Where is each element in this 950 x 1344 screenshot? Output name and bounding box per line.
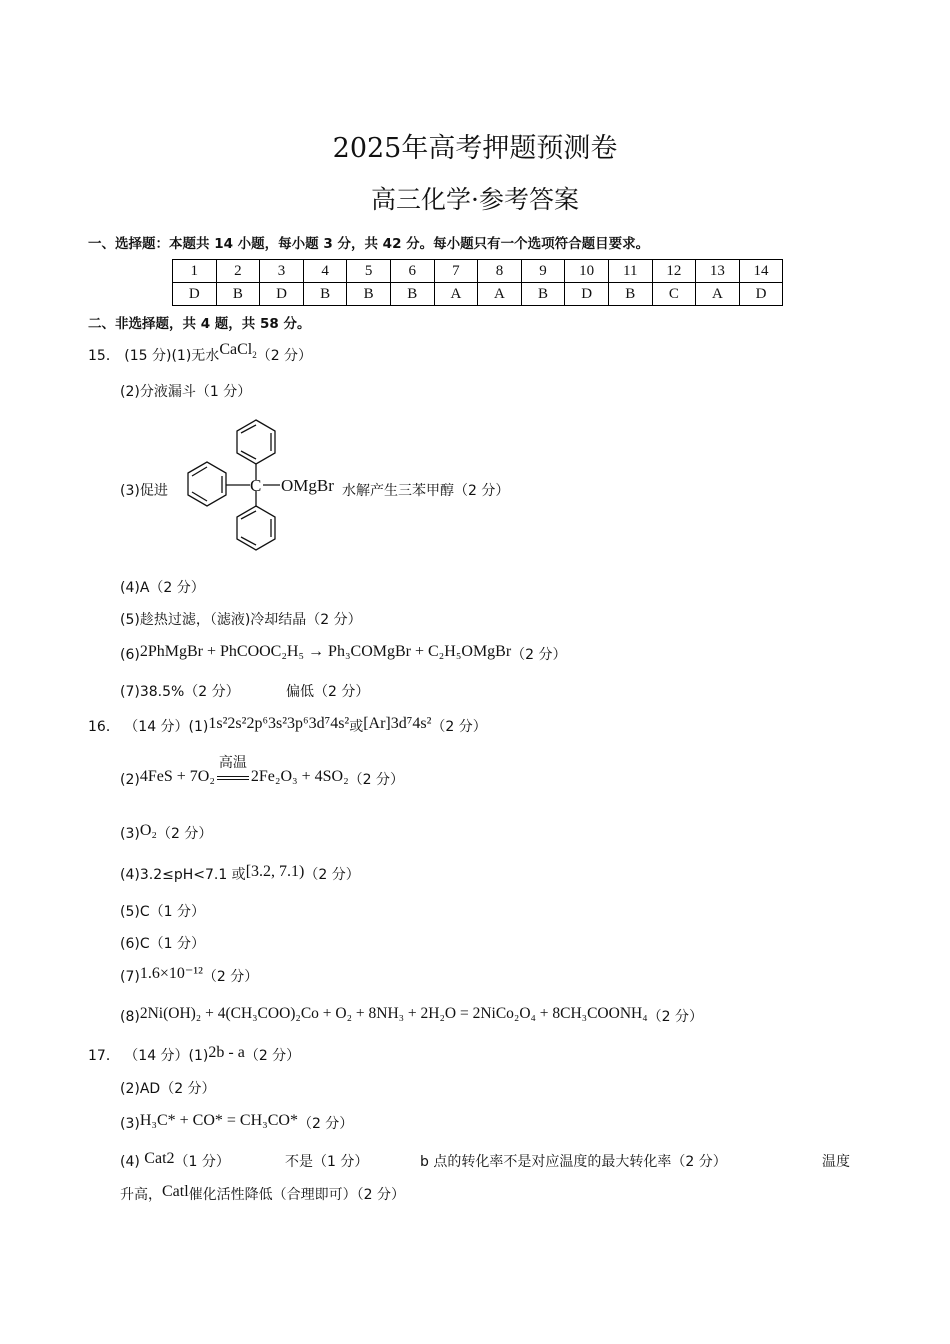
q17-answer-4-line2 <box>120 1184 405 1204</box>
q17-part1-prefix: （14 分）(1) <box>124 1048 209 1064</box>
central-carbon-label: C <box>250 476 262 495</box>
cacl2-subscript: 2 <box>252 350 257 361</box>
q15-answer-5: (5)趁热过滤，（滤液)冷却结晶（2 分） <box>120 612 362 628</box>
ring-bond <box>192 467 207 476</box>
q16-answer-8 <box>120 1006 703 1026</box>
answer-cell: D <box>739 283 783 306</box>
q15-answer-1 <box>88 341 313 365</box>
ksp-value: 1.6×10⁻¹² <box>139 965 203 982</box>
q16-part3-prefix: (3) <box>120 826 140 842</box>
question-number: 14 <box>739 260 783 283</box>
q16-number: 16． <box>88 719 120 735</box>
answer-cell: C <box>652 283 696 306</box>
q17-answer-4-not: 不是（1 分） <box>285 1154 369 1170</box>
q16-part8-prefix: (8) <box>120 1009 140 1025</box>
question-number: 2 <box>216 260 260 283</box>
q16-answer-4 <box>120 864 360 884</box>
q17-part4-prefix: (4) <box>120 1154 140 1170</box>
document-title: 2025年高考押题预测卷 <box>332 133 618 164</box>
q17-part4-line2-prefix: 升高， <box>120 1187 162 1203</box>
q16-part1-prefix: （14 分）(1) <box>124 719 209 735</box>
answer-cell: B <box>521 283 565 306</box>
answer-cell: D <box>565 283 609 306</box>
document-subtitle: 高三化学·参考答案 <box>371 185 579 214</box>
answer-table-numbers-row <box>173 260 783 283</box>
q16-answer-2 <box>120 755 405 789</box>
q17-part3-prefix: (3) <box>120 1116 140 1132</box>
q15-part6-prefix: (6) <box>120 647 140 663</box>
question-number: 9 <box>521 260 565 283</box>
condition-label: 高温 <box>218 755 247 771</box>
ring-bond <box>241 451 256 459</box>
catalyst-2-label: Cat2 <box>144 1150 175 1167</box>
q15-answer-2: (2)分液漏斗（1 分） <box>120 384 252 400</box>
q17-part4-line2-suffix: 催化活性降低（合理即可）（2 分） <box>188 1187 406 1203</box>
q17-answer-4-reason: b 点的转化率不是对应温度的最大转化率（2 分） <box>420 1154 727 1170</box>
question-number: 11 <box>608 260 652 283</box>
answer-cell: B <box>347 283 391 306</box>
q16-part2-prefix: (2) <box>120 772 140 788</box>
q15-answer-3-suffix: 水解产生三苯甲醇（2 分） <box>342 483 510 499</box>
or-label: 或 <box>349 719 364 735</box>
section-2-heading: 二、非选择题，共 4 题，共 58 分。 <box>88 316 311 332</box>
question-number: 7 <box>434 260 478 283</box>
q16-part7-prefix: (7) <box>120 969 140 985</box>
equals-line-top <box>217 776 249 777</box>
answer-cell: B <box>303 283 347 306</box>
q15-answer-7b: 偏低（2 分） <box>286 684 370 700</box>
question-number: 5 <box>347 260 391 283</box>
q16-part7-score: （2 分） <box>202 969 259 985</box>
q17-answer-3 <box>120 1113 353 1133</box>
answer-cell: A <box>696 283 740 306</box>
q16-part4-score: （2 分） <box>304 867 360 883</box>
q15-part1-score: （2 分） <box>256 348 313 364</box>
q17-answer-1 <box>88 1045 300 1065</box>
answer-cell: D <box>173 283 217 306</box>
oxygen-formula: O₂ <box>139 822 157 839</box>
omgbr-group-label: OMgBr <box>281 476 334 495</box>
cacl2-formula <box>219 341 257 361</box>
q16-answer-1 <box>88 716 487 736</box>
q17-part1-score: （2 分） <box>244 1048 301 1064</box>
nico2o4-synthesis-equation: 2Ni(OH)₂ + 4(CH₃COO)₂Co + O₂ + 8NH₃ + 2H₂O = 2NiCo₂O₄ + 8CH₃COONH₄ <box>139 1005 648 1022</box>
question-number: 1 <box>173 260 217 283</box>
answer-cell: B <box>608 283 652 306</box>
q17-answer-4-tail: 温度 <box>822 1154 850 1170</box>
q15-answer-3-prefix: (3)促进 <box>120 483 168 499</box>
q16-answer-5: (5)C（1 分） <box>120 904 205 920</box>
question-number: 6 <box>390 260 434 283</box>
top-phenyl-ring <box>237 420 275 464</box>
high-temperature-arrow <box>215 755 251 786</box>
question-number: 4 <box>303 260 347 283</box>
ph-interval: [3.2, 7.1) <box>245 863 305 880</box>
adsorption-equation: H₃C* + CO* = CH₃CO* <box>139 1112 298 1129</box>
answer-cell: A <box>434 283 478 306</box>
q17-part4-score-a: （1 分） <box>174 1154 230 1170</box>
q17-answer-2: (2)AD（2 分） <box>120 1081 216 1097</box>
ring-bond <box>241 537 256 545</box>
answer-cell: B <box>216 283 260 306</box>
q16-part8-score: （2 分） <box>647 1009 703 1025</box>
q16-answer-6: (6)C（1 分） <box>120 936 205 952</box>
ring-bond <box>241 425 256 433</box>
catalyst-1-label: Catl <box>162 1183 189 1200</box>
q16-answer-7 <box>120 966 258 986</box>
answer-cell: B <box>390 283 434 306</box>
question-number: 3 <box>260 260 304 283</box>
grignard-equation: 2PhMgBr + PhCOOC₂H₅ → Ph₃COMgBr + C₂H₅OMgBr <box>139 643 512 660</box>
q15-answer-6 <box>120 644 567 664</box>
roasting-equation-left: 4FeS + 7O₂ <box>139 768 215 785</box>
cacl2-main: CaCl <box>219 341 253 358</box>
answer-table-answers-row <box>173 283 783 306</box>
roasting-equation-right: 2Fe₂O₃ + 4SO₂ <box>250 768 349 785</box>
q16-answer-3 <box>120 823 212 843</box>
question-number: 13 <box>696 260 740 283</box>
q15-number: 15． <box>88 348 120 364</box>
q17-number: 17． <box>88 1048 120 1064</box>
answer-cell: D <box>260 283 304 306</box>
q15-answer-4: (4)A（2 分） <box>120 580 205 596</box>
enthalpy-expression: 2b - a <box>208 1044 245 1061</box>
answer-table <box>172 259 783 306</box>
section-1-heading: 一、选择题：本题共 14 小题，每小题 3 分，共 42 分。每小题只有一个选项符合题目要求。 <box>88 236 650 252</box>
equals-line-bottom <box>217 779 249 780</box>
q16-part3-score: （2 分） <box>156 826 213 842</box>
left-phenyl-ring <box>188 462 226 506</box>
question-number: 8 <box>478 260 522 283</box>
question-number: 12 <box>652 260 696 283</box>
ring-bond <box>241 511 256 519</box>
q16-part2-score: （2 分） <box>348 772 405 788</box>
q15-part6-score: （2 分） <box>511 647 567 663</box>
electron-configuration-short: [Ar]3d⁷4s² <box>363 715 432 732</box>
question-number: 10 <box>565 260 609 283</box>
q16-part1-score: （2 分） <box>431 719 487 735</box>
q17-part3-score: （2 分） <box>297 1116 354 1132</box>
q17-answer-4-line1 <box>120 1151 230 1171</box>
q16-part4-prefix: (4)3.2≤pH<7.1 或 <box>120 867 246 883</box>
q15-answer-7a: (7)38.5%（2 分） <box>120 684 240 700</box>
answer-cell: A <box>478 283 522 306</box>
bottom-phenyl-ring <box>237 506 275 550</box>
q15-part1-prefix: (15 分)(1)无水 <box>124 348 220 364</box>
electron-configuration: 1s²2s²2p⁶3s²3p⁶3d⁷4s² <box>208 715 350 732</box>
ring-bond <box>192 492 207 501</box>
triphenylmethoxy-magnesium-bromide-structure <box>180 410 350 560</box>
